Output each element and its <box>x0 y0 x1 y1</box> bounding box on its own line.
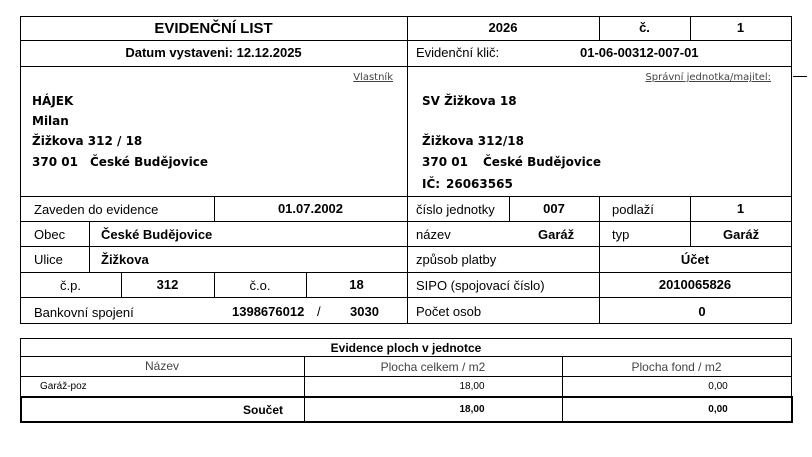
sipo-value: 2010065826 <box>658 277 732 292</box>
frame-mid <box>407 16 408 324</box>
date-issued: Datum vystaveni: 12.12.2025 <box>125 45 302 60</box>
areas-title: Evidence ploch v jednotce <box>330 341 482 355</box>
frame-line-2 <box>20 66 792 67</box>
co-label: č.o. <box>249 278 271 293</box>
name-label: název <box>416 227 451 242</box>
owner-name: Milan <box>32 114 69 128</box>
areas-left-sum <box>21 396 22 423</box>
owner-label: Vlastník <box>353 72 393 83</box>
number-label: č. <box>639 20 650 35</box>
areas-row-fund: 0,00 <box>708 381 728 392</box>
payment-value: Účet <box>680 252 710 267</box>
areas-sum-label: Součet <box>243 403 284 417</box>
areas-col-total: Plocha celkem / m2 <box>380 360 486 374</box>
areas-header-bottom <box>20 376 792 377</box>
admin-ic-label: IČ: <box>422 177 441 191</box>
record-key-label: Evidenční klič: <box>416 45 500 60</box>
name-value: Garáž <box>538 227 575 242</box>
registered-label: Zaveden do evidence <box>34 202 159 217</box>
frame-top <box>20 16 792 17</box>
number-value: 1 <box>736 20 745 35</box>
frame-line-1 <box>20 40 792 41</box>
persons-label: Počet osob <box>416 304 482 319</box>
type-label: typ <box>612 227 630 242</box>
unit-no-label: číslo jednotky <box>416 202 495 217</box>
areas-row-bottom <box>20 396 792 398</box>
persons-value: 0 <box>698 304 706 319</box>
owner-street: Žižkova 312 / 18 <box>32 134 143 148</box>
ulice-value: Žižkova <box>101 252 149 267</box>
areas-row-name: Garáž-poz <box>40 381 87 392</box>
areas-row-total: 18,00 <box>459 381 485 392</box>
bank-slash: / <box>317 304 321 319</box>
areas-title-bottom <box>20 356 792 357</box>
unit-no-value: 007 <box>543 201 565 216</box>
areas-top <box>20 338 792 339</box>
bank-label: Bankovní spojení <box>34 305 134 320</box>
co-value: 18 <box>349 277 364 292</box>
areas-sum-total: 18,00 <box>459 404 485 415</box>
cp-label: č.p. <box>60 278 81 293</box>
admin-zip: 370 01 <box>422 155 468 169</box>
floor-value: 1 <box>736 201 745 216</box>
list-title: EVIDENČNÍ LIST <box>154 20 273 37</box>
frame-line-6 <box>20 272 792 273</box>
bank-code: 3030 <box>350 304 379 319</box>
admin-street: Žižkova 312/18 <box>422 134 524 148</box>
admin-label: Správní jednotka/majitel: <box>645 72 771 83</box>
record-key-value: 01-06-00312-007-01 <box>580 45 699 60</box>
frame-line-4 <box>20 221 792 222</box>
areas-sum-fund: 0,00 <box>708 404 728 415</box>
div-obec <box>89 221 90 272</box>
admin-ic-value: 26063565 <box>446 177 513 191</box>
type-value: Garáž <box>723 227 760 242</box>
frame-line-3 <box>20 196 792 197</box>
year: 2026 <box>488 20 518 35</box>
frame-right <box>791 16 792 324</box>
ulice-label: Ulice <box>34 252 63 267</box>
obec-label: Obec <box>34 227 66 242</box>
floor-label: podlaží <box>612 202 654 217</box>
payment-label: způsob platby <box>416 252 497 267</box>
areas-bottom <box>20 421 793 423</box>
areas-col-name: Název <box>144 359 179 373</box>
bank-account: 1398676012 <box>232 304 305 319</box>
edge-dash <box>793 76 807 77</box>
frame-line-5 <box>20 246 792 247</box>
div-unitno2 <box>599 196 600 247</box>
obec-value: České Budějovice <box>101 227 213 242</box>
registered-value: 01.07.2002 <box>277 201 344 216</box>
cp-value: 312 <box>156 277 179 292</box>
areas-col-fund: Plocha fond / m2 <box>631 360 722 374</box>
owner-city: České Budějovice <box>90 155 209 169</box>
admin-name: SV Žižkova 18 <box>422 94 517 108</box>
admin-city: České Budějovice <box>483 155 602 169</box>
owner-zip: 370 01 <box>32 155 78 169</box>
frame-left <box>20 16 21 324</box>
owner-surname: HÁJEK <box>32 94 74 108</box>
frame-line-7 <box>20 297 792 298</box>
sipo-label: SIPO (spojovací číslo) <box>416 278 545 293</box>
frame-bottom <box>20 323 792 324</box>
